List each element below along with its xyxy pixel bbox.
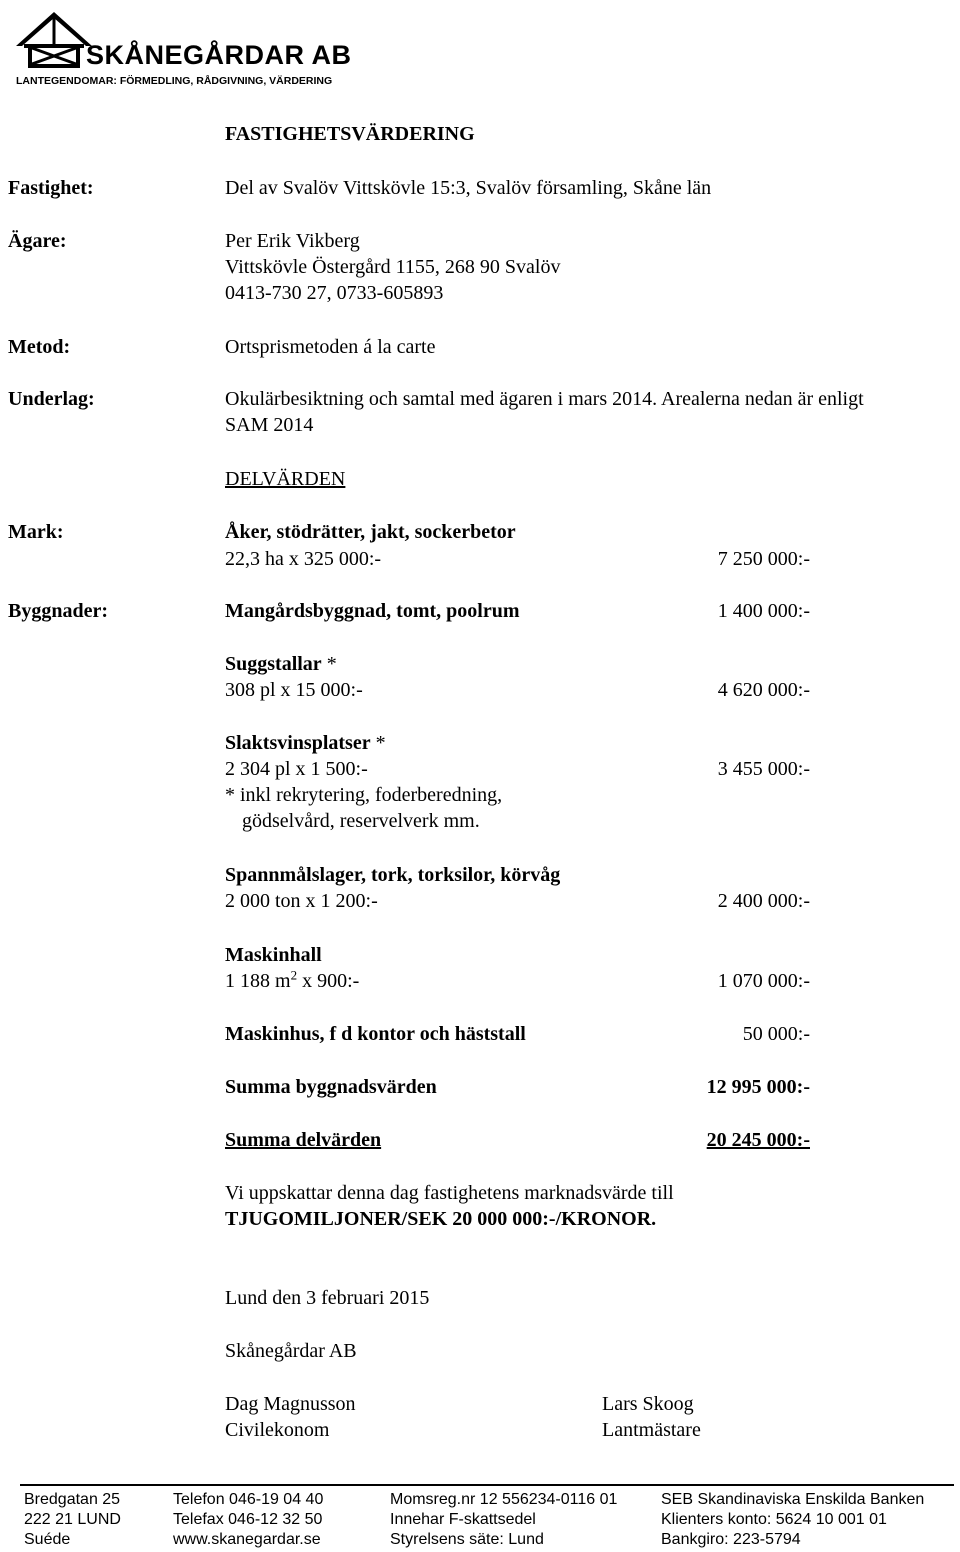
item-slaktsvin-star: * [370, 732, 386, 754]
footer-col-bank [661, 1490, 924, 1550]
signatory-1-name: Dag Magnusson [225, 1393, 356, 1415]
item-slaktsvin-calc: 2 304 pl x 1 500:- [225, 758, 368, 780]
agare-name: Per Erik Vikberg [225, 230, 360, 252]
item-mangardsbyggnad-amount: 1 400 000:- [717, 600, 810, 622]
footer-website-link[interactable]: www.skanegardar.se [173, 1531, 321, 1548]
item-suggstallar-star: * [321, 653, 337, 675]
item-slaktsvin-heading [225, 730, 386, 756]
maskinhall-calc-post: x 900:- [297, 970, 360, 992]
footer-seat: Styrelsens säte: Lund [390, 1531, 544, 1548]
footer-street: Bredgatan 25 [24, 1491, 121, 1508]
footer-col-registration [390, 1490, 617, 1550]
item-spannmal-calc: 2 000 ton x 1 200:- [225, 890, 378, 912]
label-mark: Mark: [8, 521, 64, 543]
item-maskinhall-calc [225, 968, 359, 994]
item-maskinhall-heading: Maskinhall [225, 944, 322, 966]
maskinhall-calc-sup: 2 [290, 967, 298, 983]
summa-byggnad-label: Summa byggnadsvärden [225, 1076, 437, 1098]
place-date: Lund den 3 februari 2015 [225, 1287, 430, 1309]
item-suggstallar-title: Suggstallar [225, 653, 322, 675]
mark-heading: Åker, stödrätter, jakt, sockerbetor [225, 521, 516, 543]
item-slaktsvin-amount: 3 455 000:- [717, 758, 810, 780]
item-maskinhus-amount: 50 000:- [742, 1023, 810, 1045]
footer-fax: Telefax 046-12 32 50 [173, 1511, 323, 1528]
signatory-2-name: Lars Skoog [602, 1393, 694, 1415]
footer-col-contact [173, 1490, 323, 1550]
label-fastighet: Fastighet: [8, 177, 94, 199]
footer-ftax: Innehar F-skattsedel [390, 1511, 536, 1528]
conclusion-line-2: TJUGOMILJONER/SEK 20 000 000:-/KRONOR. [225, 1208, 657, 1230]
agare-phone: 0413-730 27, 0733-605893 [225, 282, 444, 304]
signatory-2-title: Lantmästare [602, 1419, 701, 1441]
item-spannmal-heading: Spannmålslager, tork, torksilor, körvåg [225, 864, 561, 886]
signatory-1-title: Civilekonom [225, 1419, 330, 1441]
barn-icon [14, 10, 94, 70]
logo-tagline: LANTEGENDOMAR: FÖRMEDLING, RÅDGIVNING, VÄRDERING [16, 75, 333, 87]
mark-amount: 7 250 000:- [717, 548, 810, 570]
item-suggstallar-calc: 308 pl x 15 000:- [225, 679, 363, 701]
company-logo [14, 10, 354, 90]
footer-client-account: Klienters konto: 5624 10 001 01 [661, 1511, 887, 1528]
footer-postal: 222 21 LUND [24, 1511, 121, 1528]
footer-col-address [24, 1490, 121, 1550]
footer-vat: Momsreg.nr 12 556234-0116 01 [390, 1491, 618, 1508]
item-slaktsvin-note-1: * inkl rekrytering, foderberedning, [225, 784, 503, 806]
item-slaktsvin-title: Slaktsvinsplatser [225, 732, 371, 754]
value-fastighet: Del av Svalöv Vittskövle 15:3, Svalöv församling, Skåne län [225, 177, 712, 199]
value-metod: Ortsprismetoden á la carte [225, 336, 436, 358]
underlag-line-1: Okulärbesiktning och samtal med ägaren i mars 2014. Arealerna nedan är enligt [225, 388, 864, 410]
item-slaktsvin-note-2: gödselvård, reservelverk mm. [242, 810, 480, 832]
agare-address: Vittskövle Östergård 1155, 268 90 Svalöv [225, 256, 561, 278]
summa-delvarden-amount-wrap [610, 1127, 810, 1153]
mark-calc: 22,3 ha x 325 000:- [225, 548, 382, 570]
summa-byggnad-amount: 12 995 000:- [706, 1076, 810, 1098]
footer-bankgiro: Bankgiro: 223-5794 [661, 1531, 801, 1548]
footer-bank: SEB Skandinaviska Enskilda Banken [661, 1491, 925, 1508]
label-agare: Ägare: [8, 230, 67, 252]
maskinhall-calc-pre: 1 188 m [225, 970, 291, 992]
logo-brand: SKÅNEGÅRDAR AB [86, 40, 352, 70]
document-title: FASTIGHETSVÄRDERING [225, 123, 475, 145]
label-metod: Metod: [8, 336, 71, 358]
section-heading-delvarden: DELVÄRDEN [225, 468, 346, 490]
item-spannmal-amount: 2 400 000:- [717, 890, 810, 912]
conclusion-line-1: Vi uppskattar denna dag fastighetens marknadsvärde till [225, 1182, 674, 1204]
item-suggstallar-amount: 4 620 000:- [717, 679, 810, 701]
item-suggstallar-heading [225, 651, 337, 677]
footer-country: Suéde [24, 1531, 71, 1548]
summa-delvarden-label: Summa delvärden [225, 1129, 382, 1151]
item-maskinhus-heading: Maskinhus, f d kontor och häststall [225, 1023, 526, 1045]
underlag-line-2: SAM 2014 [225, 414, 314, 436]
item-mangardsbyggnad-heading: Mangårdsbyggnad, tomt, poolrum [225, 600, 520, 622]
label-byggnader: Byggnader: [8, 600, 108, 622]
company-name: Skånegårdar AB [225, 1340, 357, 1362]
label-underlag: Underlag: [8, 388, 95, 410]
summa-delvarden-amount: 20 245 000:- [706, 1129, 810, 1151]
footer-phone: Telefon 046-19 04 40 [173, 1491, 324, 1508]
item-maskinhall-amount: 1 070 000:- [717, 970, 810, 992]
footer-divider [20, 1484, 954, 1486]
